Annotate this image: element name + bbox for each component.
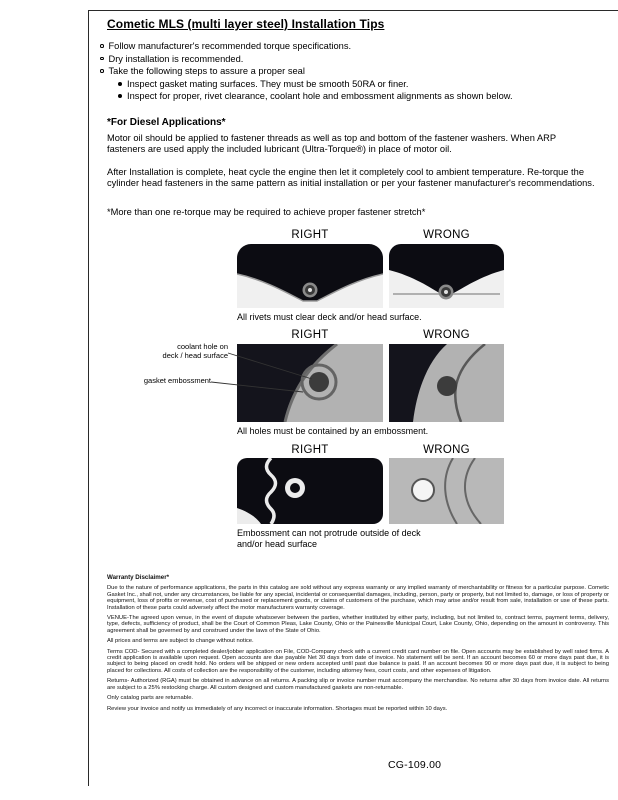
row3-caption <box>237 528 517 549</box>
bullet-text: Take the following steps to assure a proper seal <box>108 66 305 77</box>
bullet-item <box>100 54 605 64</box>
diesel-paragraph-1: Motor oil should be applied to fastener threads as well as top and bottom of the fastener washers. When ARP fasteners are used apply the included lubricant (Ultra-Torque®) in place of motor oil. <box>107 133 556 154</box>
gasket-hole <box>412 479 434 501</box>
row2-wrong-label: WRONG <box>423 329 470 341</box>
callout-coolant-line2: deck / head surface <box>162 350 228 360</box>
open-bullet-icon <box>100 69 104 73</box>
row3-right-label: RIGHT <box>291 444 329 456</box>
row3-wrong-label: WRONG <box>423 444 470 456</box>
protrusion-wrong-diagram <box>389 458 504 524</box>
sub-bullet-item <box>118 91 605 101</box>
bullet-item <box>100 41 605 51</box>
warranty-heading: Warranty Disclaimer* <box>107 574 170 581</box>
coolant-hole <box>437 376 457 396</box>
callout-line-embossment <box>211 382 303 392</box>
retorque-note: *More than one re-torque may be required to achieve proper fastener stretch* <box>107 207 426 217</box>
bullet-item <box>100 66 605 76</box>
legal-paragraph: Review your invoice and notify us immediately of any incorrect or inaccurate information. Shortages must be reported within 10 days. <box>107 705 448 712</box>
legal-paragraph: VENUE-The agreed upon venue, in the event of dispute whatsoever between the parties, whether instituted by either party, including, but not limited to, contract terms, payment terms, delivery, type, defects, sufficiency of product, shall be the Court of Common Pleas, Lake County, Ohio or the Painesville Municipal Court, Lake County, Ohio, depending on the amount in controversy. This agreement shall be governed by and construed under the laws of the State of Ohio. <box>107 615 609 634</box>
callout-coolant-line1: coolant hole on <box>177 342 228 351</box>
row2-caption: All holes must be contained by an embossment. <box>237 426 429 436</box>
callout-line-coolant <box>228 353 312 379</box>
callout-embossment-label: gasket embossment <box>143 376 211 385</box>
open-bullet-icon <box>100 57 104 61</box>
row3-caption-line1: Embossment can not protrude outside of deck <box>237 528 421 538</box>
row1-right-label: RIGHT <box>291 229 329 241</box>
open-bullet-icon <box>100 44 104 48</box>
bullet-list <box>100 41 605 104</box>
filled-bullet-icon <box>118 82 122 86</box>
diesel-heading: *For Diesel Applications* <box>107 117 226 128</box>
legal-paragraph: Returns- Authorized (RGA) must be obtained in advance on all returns. A packing slip or invoice number must accompany the merchandise. No returns after 30 days from invoice date. All returns are subject to a 25% restocking charge. All custom designed and custom manufactured gaskets are non-returnable. <box>107 678 609 691</box>
row1-wrong-label: WRONG <box>423 229 470 241</box>
legal-paragraph: Terms COD- Secured with a completed dealer/jobber application on File, COD-Company check with a current credit card number on file. Open accounts may be established by well rated firms. A credit application is available upon request. Open accounts are due payable Net 30 days from date of invoice. No statement will be sent. If an account becomes 60 or more days past due, it is subject to being placed on credit hold. No orders will be shipped or new orders accepted until past due balance is paid. If an account becomes 90 or more days past due, it is subject to being placed for collections. All costs of collection are the responsibility of the customer, including attorney fees, court costs, and other expenses of litigation. <box>107 648 609 674</box>
rivet-right-diagram <box>237 244 383 308</box>
bullet-text: Follow manufacturer's recommended torque specifications. <box>108 41 352 51</box>
bullet-text: Dry installation is recommended. <box>108 53 244 64</box>
legal-paragraph: Due to the nature of performance applications, the parts in this catalog are sold without any express warranty or any implied warranty of merchantability or fitness for a particular purpose. Cometic Gasket Inc., shall not, under any circumstances, be liable for any special, incidental or consequential damages, including, person, party or property, but not limited to, damage, or loss of property or equipment, loss of profits or revenue, cost of purchased or replacement goods, or claims of customers of the purchase, which may arise and/or result from sale, installation or use of these parts. Installation of these parts could adversely affect the motor manufacturers warranty coverage. <box>107 585 609 611</box>
row1-caption: All rivets must clear deck and/or head surface. <box>237 312 422 322</box>
callout-lines <box>200 345 330 400</box>
row3-caption-line2: and/or head surface <box>237 538 318 549</box>
sub-bullet-text: Inspect for proper, rivet clearance, coolant hole and embossment alignments as shown below. <box>127 91 513 102</box>
diesel-paragraph-2: After Installation is complete, heat cycle the engine then let it completely cool to ambient temperature. Re-torque the cylinder head fasteners in the same pattern as initial installation or per your fastener manufacturer's recommendations. <box>107 167 595 188</box>
rivet-wrong-diagram <box>389 244 504 308</box>
legal-paragraph: Only catalog parts are returnable. <box>107 695 194 702</box>
protrusion-right-diagram <box>237 458 383 524</box>
row2-right-label: RIGHT <box>291 329 329 341</box>
page-border-left <box>88 10 89 786</box>
doc-code: CG-109.00 <box>388 759 442 771</box>
filled-bullet-icon <box>118 94 122 98</box>
page-title: Cometic MLS (multi layer steel) Installation Tips <box>107 17 385 31</box>
sub-bullet-text: Inspect gasket mating surfaces. They must be smooth 50RA or finer. <box>127 78 409 89</box>
embossment-wrong-diagram <box>389 344 504 422</box>
sub-bullet-item <box>118 79 605 89</box>
legal-section <box>107 575 609 716</box>
page-border-top <box>88 10 618 11</box>
legal-paragraph: All prices and terms are subject to change without notice. <box>107 638 254 645</box>
